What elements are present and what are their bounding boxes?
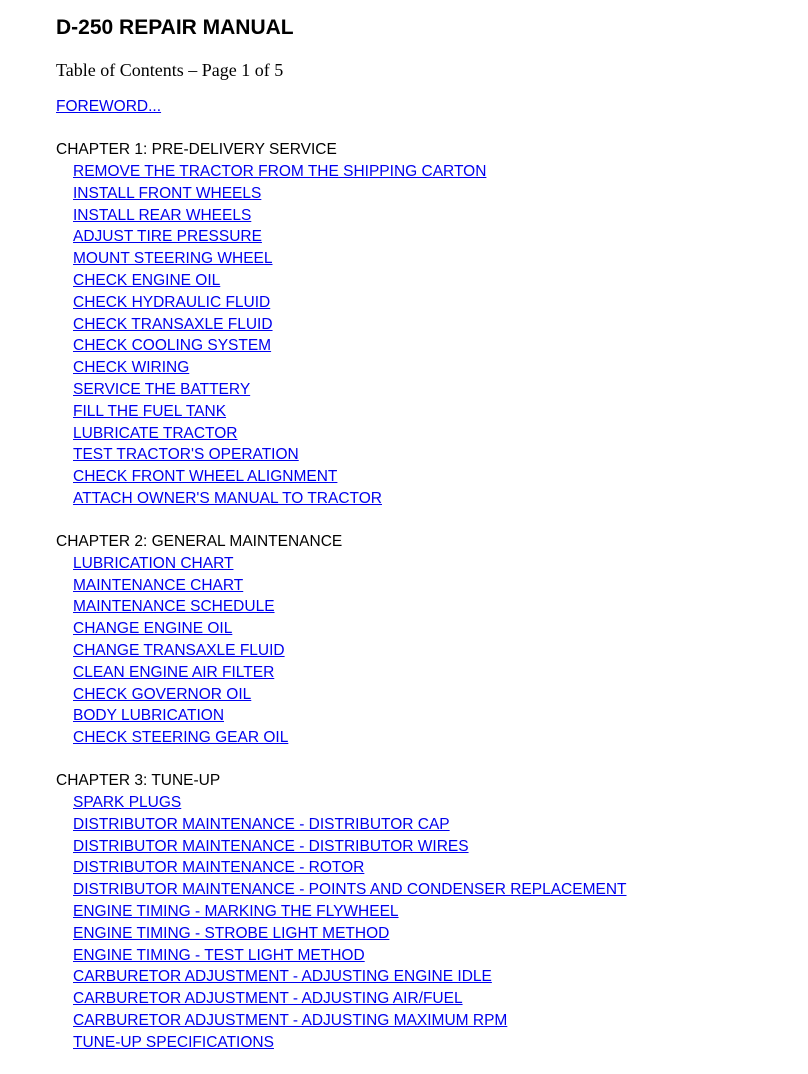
toc-link[interactable]: CHECK HYDRAULIC FLUID (73, 293, 271, 311)
toc-link[interactable]: DISTRIBUTOR MAINTENANCE - DISTRIBUTOR WIRES (73, 837, 469, 855)
list-item (73, 357, 796, 379)
toc-link[interactable]: CARBURETOR ADJUSTMENT - ADJUSTING MAXIMUM RPM (73, 1011, 508, 1029)
toc-link[interactable]: SPARK PLUGS (73, 793, 182, 811)
list-item (73, 618, 796, 640)
toc-link[interactable]: CHECK STEERING GEAR OIL (73, 729, 289, 747)
chapter-heading: CHAPTER 3: TUNE-UP (56, 771, 221, 789)
chapter-3 (56, 770, 796, 1054)
list-item (73, 923, 796, 945)
chapter-heading: CHAPTER 2: GENERAL MAINTENANCE (56, 532, 343, 550)
list-item (73, 988, 796, 1010)
toc-link[interactable]: CHECK GOVERNOR OIL (73, 685, 252, 703)
chapter-link-list (56, 161, 796, 510)
toc-link[interactable]: FILL THE FUEL TANK (73, 402, 227, 420)
toc-link[interactable]: TEST TRACTOR'S OPERATION (73, 446, 299, 464)
toc-link[interactable]: CHECK ENGINE OIL (73, 271, 221, 289)
list-item (73, 945, 796, 967)
toc-link[interactable]: ADJUST TIRE PRESSURE (73, 228, 262, 246)
list-item (73, 1010, 796, 1032)
toc-link[interactable]: CHANGE ENGINE OIL (73, 620, 233, 638)
toc-link[interactable]: ENGINE TIMING - STROBE LIGHT METHOD (73, 924, 390, 942)
toc-link[interactable]: REMOVE THE TRACTOR FROM THE SHIPPING CARTON (73, 163, 487, 180)
list-item (73, 553, 796, 575)
document-subtitle: Table of Contents – Page 1 of 5 (56, 60, 284, 80)
toc-link[interactable]: DISTRIBUTOR MAINTENANCE - ROTOR (73, 859, 365, 877)
list-item (73, 183, 796, 205)
list-item (73, 901, 796, 923)
toc-link[interactable]: INSTALL FRONT WHEELS (73, 184, 262, 202)
list-item (73, 684, 796, 706)
list-item (73, 335, 796, 357)
list-item (73, 727, 796, 749)
toc-link[interactable]: MAINTENANCE SCHEDULE (73, 598, 275, 616)
toc-link[interactable]: CARBURETOR ADJUSTMENT - ADJUSTING ENGINE IDLE (73, 968, 492, 986)
list-item (73, 640, 796, 662)
toc-link[interactable]: CARBURETOR ADJUSTMENT - ADJUSTING AIR/FUEL (73, 990, 463, 1008)
list-item (73, 466, 796, 488)
toc-link[interactable]: INSTALL REAR WHEELS (73, 206, 252, 224)
chapter-heading: CHAPTER 1: PRE-DELIVERY SERVICE (56, 141, 337, 158)
toc-link[interactable]: CHANGE TRANSAXLE FLUID (73, 641, 285, 659)
list-item (73, 792, 796, 814)
list-item (73, 379, 796, 401)
chapter-1 (56, 139, 796, 510)
toc-link[interactable]: CHECK FRONT WHEEL ALIGNMENT (73, 468, 338, 486)
chapter-link-list (56, 553, 796, 749)
table-of-contents-page (56, 14, 796, 1053)
toc-link[interactable]: LUBRICATE TRACTOR (73, 424, 238, 442)
foreword-link[interactable]: FOREWORD... (56, 98, 162, 115)
list-item (73, 270, 796, 292)
toc-link[interactable]: BODY LUBRICATION (73, 707, 225, 725)
chapter-link-list (56, 792, 796, 1054)
list-item (73, 423, 796, 445)
list-item (73, 488, 796, 510)
list-item (73, 836, 796, 858)
list-item (73, 814, 796, 836)
list-item (73, 161, 796, 183)
toc-link[interactable]: DISTRIBUTOR MAINTENANCE - POINTS AND CONDENSER REPLACEMENT (73, 881, 627, 899)
toc-link[interactable]: CHECK WIRING (73, 359, 190, 377)
document-title: D-250 REPAIR MANUAL (56, 16, 294, 39)
toc-link[interactable]: ATTACH OWNER'S MANUAL TO TRACTOR (73, 489, 382, 507)
chapter-2 (56, 531, 796, 749)
list-item (73, 401, 796, 423)
toc-link[interactable]: MAINTENANCE CHART (73, 576, 244, 594)
list-item (73, 705, 796, 727)
toc-link[interactable]: CHECK TRANSAXLE FLUID (73, 315, 273, 333)
toc-link[interactable]: ENGINE TIMING - TEST LIGHT METHOD (73, 946, 365, 964)
toc-link[interactable]: CHECK COOLING SYSTEM (73, 337, 272, 355)
toc-link[interactable]: DISTRIBUTOR MAINTENANCE - DISTRIBUTOR CAP (73, 815, 450, 833)
toc-link[interactable]: CLEAN ENGINE AIR FILTER (73, 663, 275, 681)
list-item (73, 662, 796, 684)
list-item (73, 226, 796, 248)
toc-link[interactable]: MOUNT STEERING WHEEL (73, 250, 273, 268)
list-item (73, 314, 796, 336)
list-item (73, 292, 796, 314)
list-item (73, 575, 796, 597)
list-item (73, 966, 796, 988)
list-item (73, 879, 796, 901)
list-item (73, 248, 796, 270)
list-item (73, 1032, 796, 1054)
toc-link[interactable]: TUNE-UP SPECIFICATIONS (73, 1033, 274, 1051)
list-item (73, 857, 796, 879)
toc-link[interactable]: LUBRICATION CHART (73, 554, 234, 572)
toc-link[interactable]: SERVICE THE BATTERY (73, 380, 251, 398)
toc-link[interactable]: ENGINE TIMING - MARKING THE FLYWHEEL (73, 902, 399, 920)
list-item (73, 205, 796, 227)
list-item (73, 444, 796, 466)
list-item (73, 596, 796, 618)
